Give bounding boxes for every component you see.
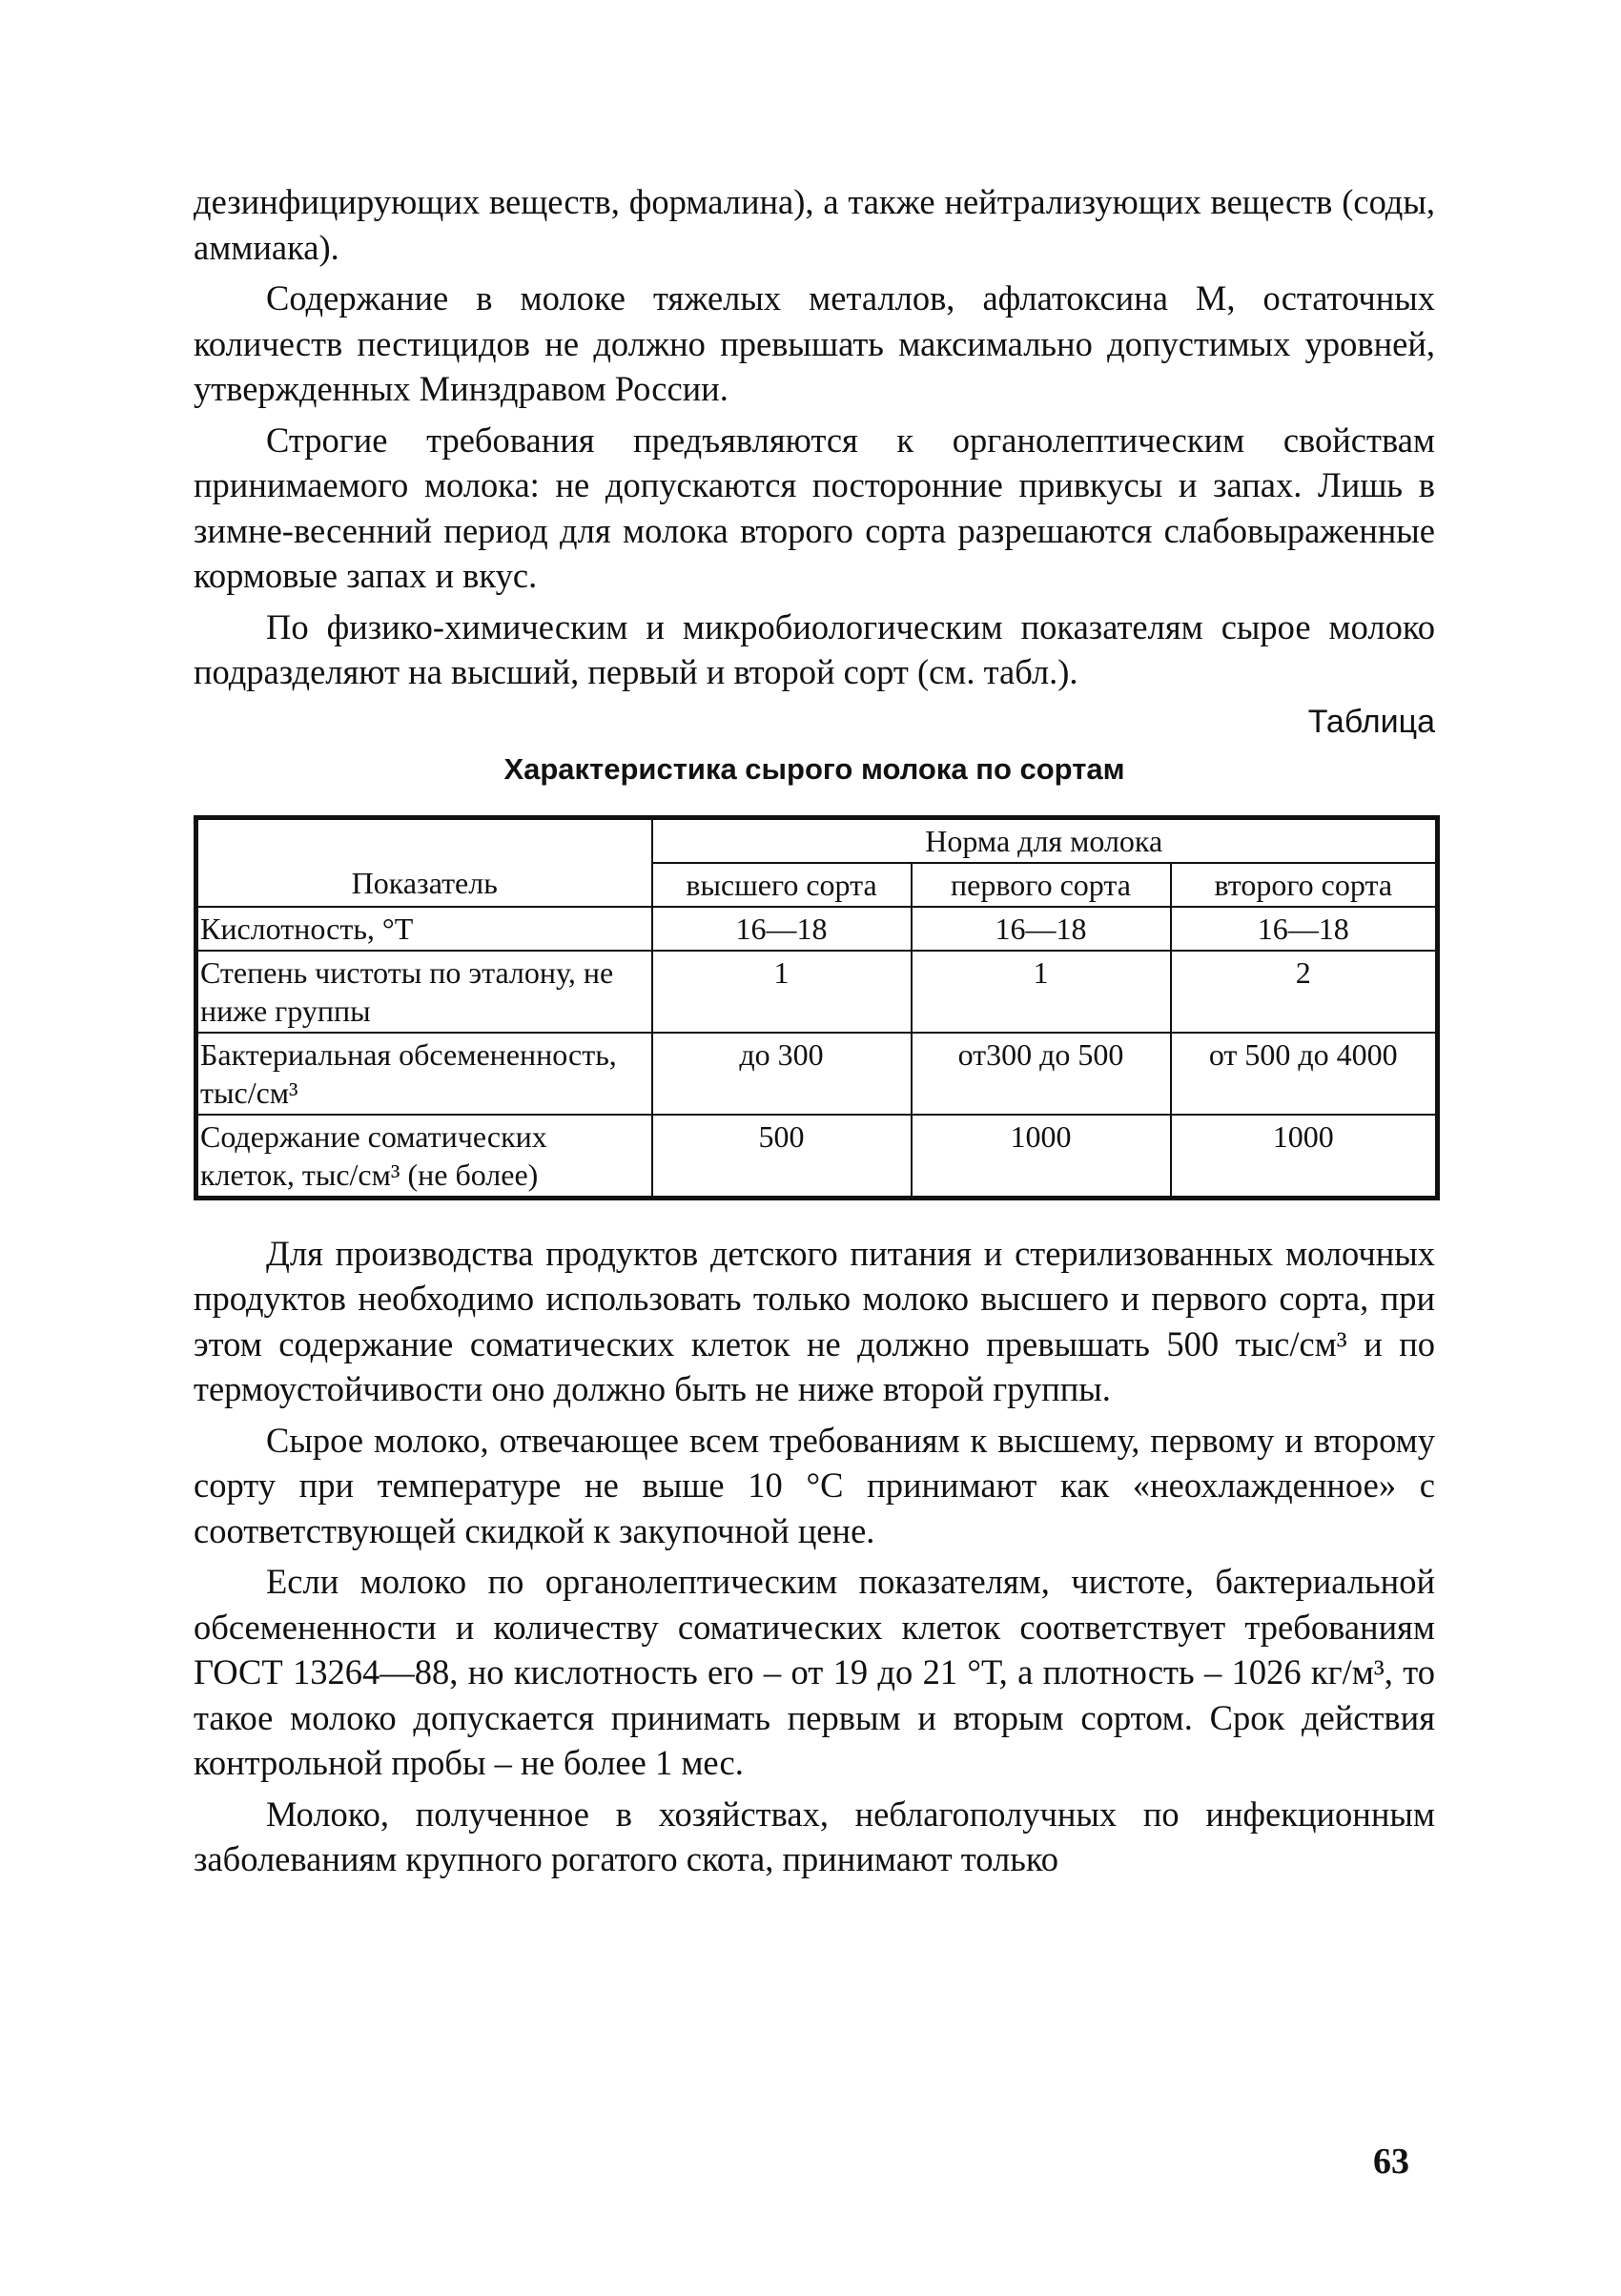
cell-value: 16—18 (1171, 907, 1438, 951)
header-param: Показатель (196, 817, 652, 907)
page-body (194, 179, 1435, 1882)
cell-value: 500 (652, 1115, 912, 1199)
paragraph-infected-farms: Молоко, полученное в хозяйствах, неблагополучных по инфекционным заболеваниям крупного рогатого скота, принимают только (194, 1794, 1435, 1878)
cell-value: 16—18 (912, 907, 1171, 951)
cell-value: до 300 (652, 1033, 912, 1115)
table-row (196, 1033, 1438, 1115)
paragraph-organoleptic: Строгие требования предъявляются к органолептическим свойствам принимаемого молока: не допускаются посторонние привкусы и запах. Лишь в зимне-весенний период для молока второго сорта разрешаются слабовыраженные кормовые запах и вкус. (194, 420, 1435, 595)
header-group: Норма для молока (652, 817, 1438, 863)
row-name: Кислотность, °Т (196, 907, 652, 951)
cell-value: 1 (912, 951, 1171, 1033)
row-name: Бактериальная обсемененность, тыс/см³ (196, 1033, 652, 1115)
paragraph-heavy-metals: Содержание в молоке тяжелых металлов, афлатоксина М, остаточных количеств пестицидов не должно превышать максимально допустимых уровней, утвержденных Минздравом России. (194, 278, 1435, 408)
header-col-second: второго сорта (1171, 863, 1438, 907)
paragraph-unchilled: Сырое молоко, отвечающее всем требованиям к высшему, первому и второму сорту при температуре не выше 10 °С принимают как «неохлажденное» с соответствующей скидкой к закупочной цене. (194, 1420, 1435, 1550)
table-row (196, 951, 1438, 1033)
paragraph-baby-food: Для производства продуктов детского питания и стерилизованных молочных продуктов необходимо использовать только молоко высшего и первого сорта, при этом содержание соматических клеток не должно превышать 500 тыс/см³ и по термоустойчивости оно должно быть не ниже второй группы. (194, 1233, 1435, 1408)
header-col-first: первого сорта (912, 863, 1171, 907)
milk-grades-table (194, 815, 1440, 1200)
cell-value: 2 (1171, 951, 1438, 1033)
paragraph-continuation: дезинфицирующих веществ, формалина), а также нейтрализующих веществ (соды, аммиака). (194, 182, 1435, 267)
cell-value: 16—18 (652, 907, 912, 951)
page-number: 63 (1373, 2142, 1409, 2182)
cell-value: 1000 (912, 1115, 1171, 1199)
table-header-row (196, 817, 1438, 863)
table-title: Характеристика сырого молока по сортам (503, 751, 1125, 786)
paragraph-grades: По физико-химическим и микробиологическим показателям сырое молоко подразделяют на высший, первый и второй сорт (см. табл.). (194, 606, 1435, 691)
cell-value: 1 (652, 951, 912, 1033)
cell-value: 1000 (1171, 1115, 1438, 1199)
cell-value: от300 до 500 (912, 1033, 1171, 1115)
paragraph-acidity-exception: Если молоко по органолептическим показателям, чистоте, бактериальной обсемененности и количеству соматических клеток соответствует требованиям ГОСТ 13264—88, но кислотность его – от 19 до 21 °Т, а плотность – 1026 кг/м³, то такое молоко допускается принимать первым и вторым сортом. Срок действия контрольной пробы – не более 1 мес. (194, 1562, 1435, 1782)
row-name: Содержание соматических клеток, тыс/см³ (не более) (196, 1115, 652, 1199)
table-row (196, 907, 1438, 951)
table-label: Таблица (1307, 703, 1435, 740)
header-col-highest: высшего сорта (652, 863, 912, 907)
row-name: Степень чистоты по эталону, не ниже группы (196, 951, 652, 1033)
cell-value: от 500 до 4000 (1171, 1033, 1438, 1115)
table-row (196, 1115, 1438, 1199)
